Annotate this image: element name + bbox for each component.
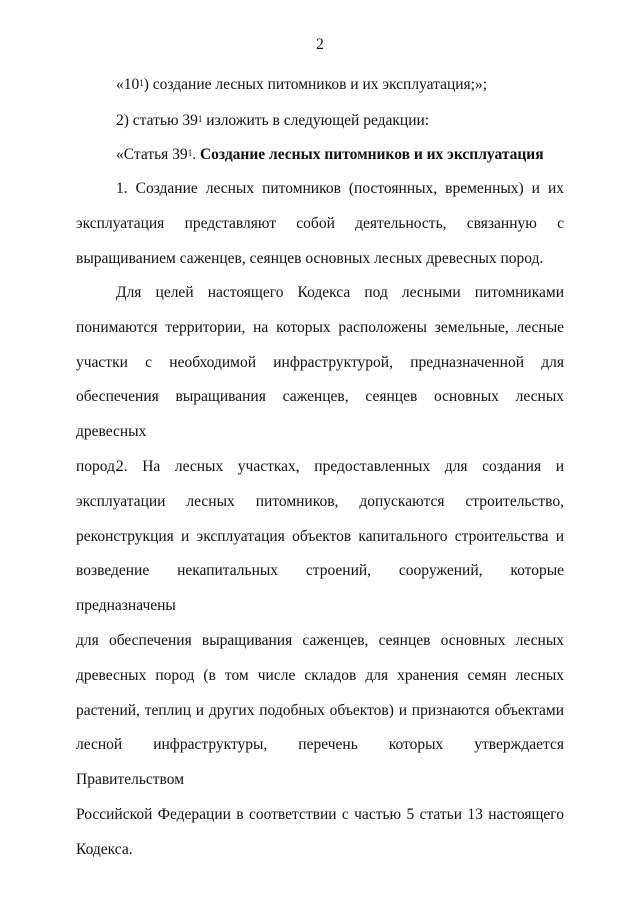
paragraph-3-line-9: Российской Федерации в соответствии с частью 5 статьи 13 настоящего [76, 805, 564, 823]
page-number: 2 [316, 36, 324, 53]
item-2-prefix: 2) статью 39 [116, 112, 198, 129]
paragraph-3-line-6: древесных пород (в том числе складов для хранения семян лесных [76, 666, 564, 684]
article-heading-sup: 1 [187, 148, 193, 158]
paragraph-1 [76, 172, 564, 276]
paragraph-2-line-2: понимаются территории, на которых расположены земельные, лесные [76, 318, 564, 336]
paragraph-3-line-1: 2. На лесных участках, предоставленных для создания и [116, 458, 564, 475]
article-heading-title: Создание лесных питомников и их эксплуатация [196, 146, 544, 163]
paragraph-3-line-5: для обеспечения выращивания саженцев, сеянцев основных лесных [76, 631, 564, 649]
paragraph-1-line-1: 1. Создание лесных питомников (постоянных, временных) и их [116, 180, 564, 197]
item-2 [76, 104, 564, 139]
item-10-1-text: ) создание лесных питомников и их эксплуатация;»; [143, 76, 488, 93]
paragraph-1-line-2: эксплуатация представляют собой деятельность, связанную с [76, 214, 564, 232]
paragraph-2-line-3: участки с необходимой инфраструктурой, предназначенной для [76, 353, 564, 371]
item-2-sup: 1 [197, 114, 203, 124]
item-10-1-prefix: «10 [116, 76, 140, 93]
article-heading-dot: . [192, 146, 197, 163]
paragraph-2-line-5: пород. [76, 457, 119, 475]
paragraph-3-line-10: Кодекса. [76, 840, 133, 858]
paragraph-3-line-4: возведение некапитальных строений, сооружений, которые предназначены [76, 562, 564, 615]
item-10-1-sup: 1 [139, 78, 144, 88]
paragraph-2-line-4: обеспечения выращивания саженцев, сеянцев основных лесных древесных [76, 388, 564, 441]
paragraph-2-line-1: Для целей настоящего Кодекса под лесными питомниками [116, 284, 564, 301]
article-heading [76, 138, 564, 173]
item-10-1 [76, 68, 564, 103]
article-heading-prefix: «Статья 39 [116, 146, 188, 163]
paragraph-3 [76, 450, 564, 868]
paragraph-3-line-7: растений, теплиц и других подобных объектов) и признаются объектами [76, 701, 564, 719]
paragraph-3-line-2: эксплуатации лесных питомников, допускаются строительство, [76, 492, 564, 510]
paragraph-3-line-3: реконструкция и эксплуатация объектов капитального строительства и [76, 527, 564, 545]
paragraph-3-line-8: лесной инфраструктуры, перечень которых утверждается Правительством [76, 736, 564, 789]
paragraph-1-line-3: выращиванием саженцев, сеянцев основных лесных древесных пород. [76, 249, 544, 267]
item-2-text: изложить в следующей редакции: [202, 112, 430, 129]
